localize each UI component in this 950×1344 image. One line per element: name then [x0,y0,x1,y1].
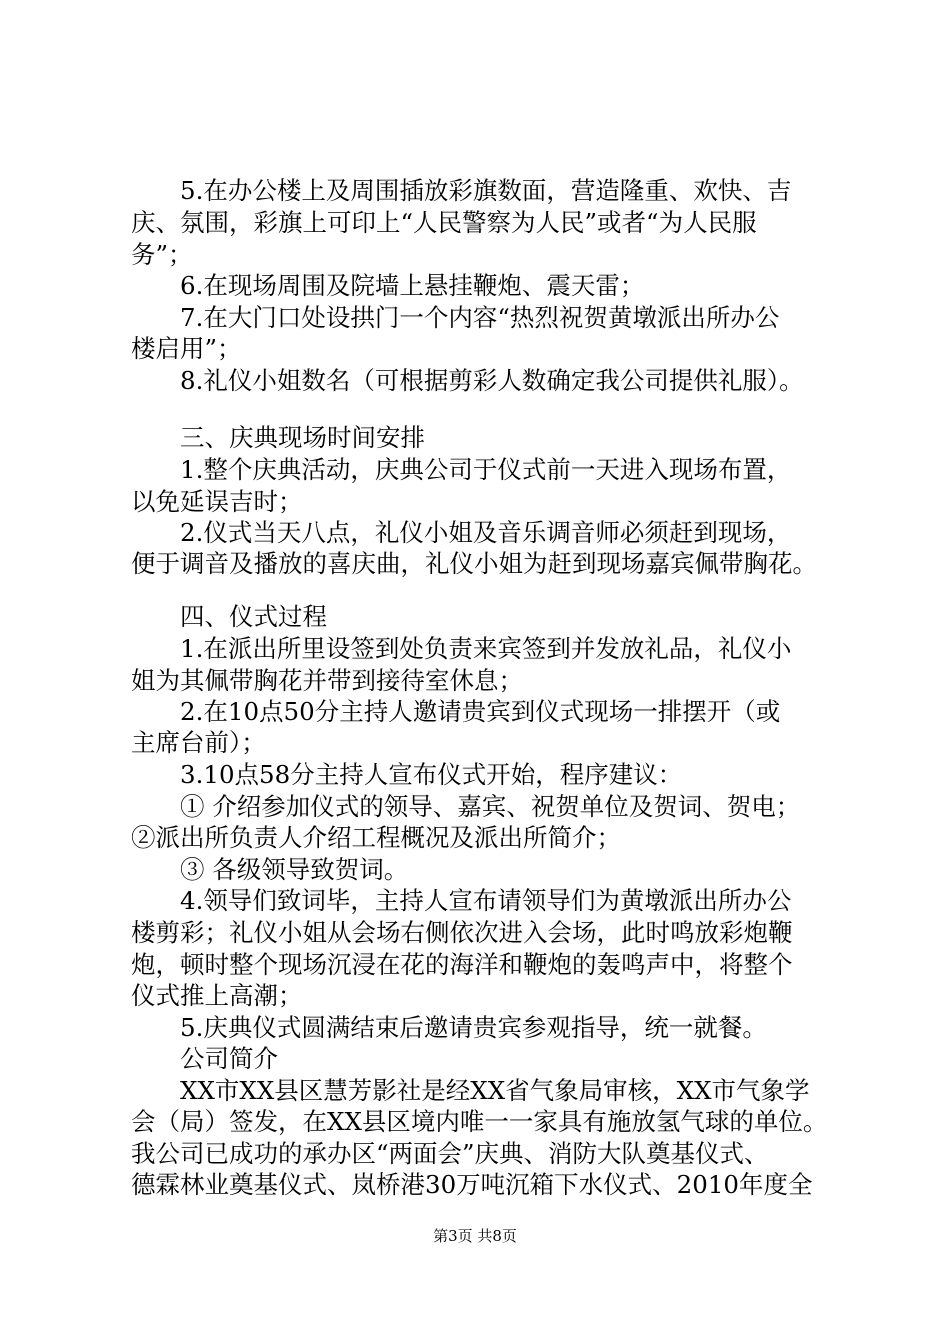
paragraph-line: 德霖林业奠基仪式、岚桥港30万吨沉箱下水仪式、2010年度全 [131,1170,813,1199]
paragraph-line: 楼启用”； [131,334,242,363]
paragraph-line: 5.在办公楼上及周围插放彩旗数面，营造隆重、欢快、吉 [180,176,792,205]
paragraph-line: ① 介绍参加仪式的领导、嘉宾、祝贺单位及贺词、贺电； [180,792,801,821]
paragraph-line: 便于调音及播放的喜庆曲，礼仪小姐为赶到现场嘉宾佩带胸花。 [131,549,817,578]
paragraph-line: 庆、氛围，彩旗上可印上“人民警察为人民”或者“为人民服 [131,208,757,237]
section-heading: 三、庆典现场时间安排 [180,423,425,452]
paragraph-line: 仪式推上高潮； [131,981,303,1010]
paragraph-line: 主席台前）； [131,728,266,757]
paragraph-line: 3.10点58分主持人宣布仪式开始，程序建议： [180,760,683,789]
paragraph-line: XX市XX县区慧芳影社是经XX省气象局审核，XX市气象学 [180,1076,810,1105]
paragraph-line: 2.仪式当天八点，礼仪小姐及音乐调音师必须赶到现场， [180,518,792,547]
paragraph-line: 炮，顿时整个现场沉浸在花的海洋和鞭炮的轰鸣声中，将整个 [131,950,793,979]
paragraph-line: 2.在10点50分主持人邀请贵宾到仪式现场一排摆开（或 [180,697,781,726]
section-heading: 公司简介 [180,1044,278,1073]
paragraph-line: 以免延误吉时； [131,487,303,516]
paragraph-line: ③ 各级领导致贺词。 [180,855,409,884]
paragraph-line: 姐为其佩带胸花并带到接待室休息； [131,666,523,695]
paragraph-line: 6.在现场周围及院墙上悬挂鞭炮、震天雷； [180,271,645,300]
paragraph-line: 会（局）签发，在XX县区境内唯一一家具有施放氢气球的单位。 [131,1107,828,1136]
page-number: 第3页 共8页 [433,1227,517,1245]
paragraph-line: 1.整个庆典活动，庆典公司于仪式前一天进入现场布置， [180,455,792,484]
section-heading: 四、仪式过程 [180,602,327,631]
paragraph-line: 5.庆典仪式圆满结束后邀请贵宾参观指导，统一就餐。 [180,1013,767,1042]
paragraph-line: ②派出所负责人介绍工程概况及派出所简介； [131,823,621,852]
paragraph-line: 8.礼仪小姐数名（可根据剪彩人数确定我公司提供礼服）。 [180,366,804,395]
paragraph-line: 7.在大门口处设拱门一个内容“热烈祝贺黄墩派出所办公 [180,303,780,332]
paragraph-line: 4.领导们致词毕，主持人宣布请领导们为黄墩派出所办公 [180,886,792,915]
paragraph-line: 务”； [131,240,193,269]
paragraph-line: 我公司已成功的承办区“两面会”庆典、消防大队奠基仪式、 [131,1139,769,1168]
paragraph-line: 1.在派出所里设签到处负责来宾签到并发放礼品，礼仪小 [180,634,792,663]
paragraph-line: 楼剪彩；礼仪小姐从会场右侧依次进入会场，此时鸣放彩炮鞭 [131,918,793,947]
